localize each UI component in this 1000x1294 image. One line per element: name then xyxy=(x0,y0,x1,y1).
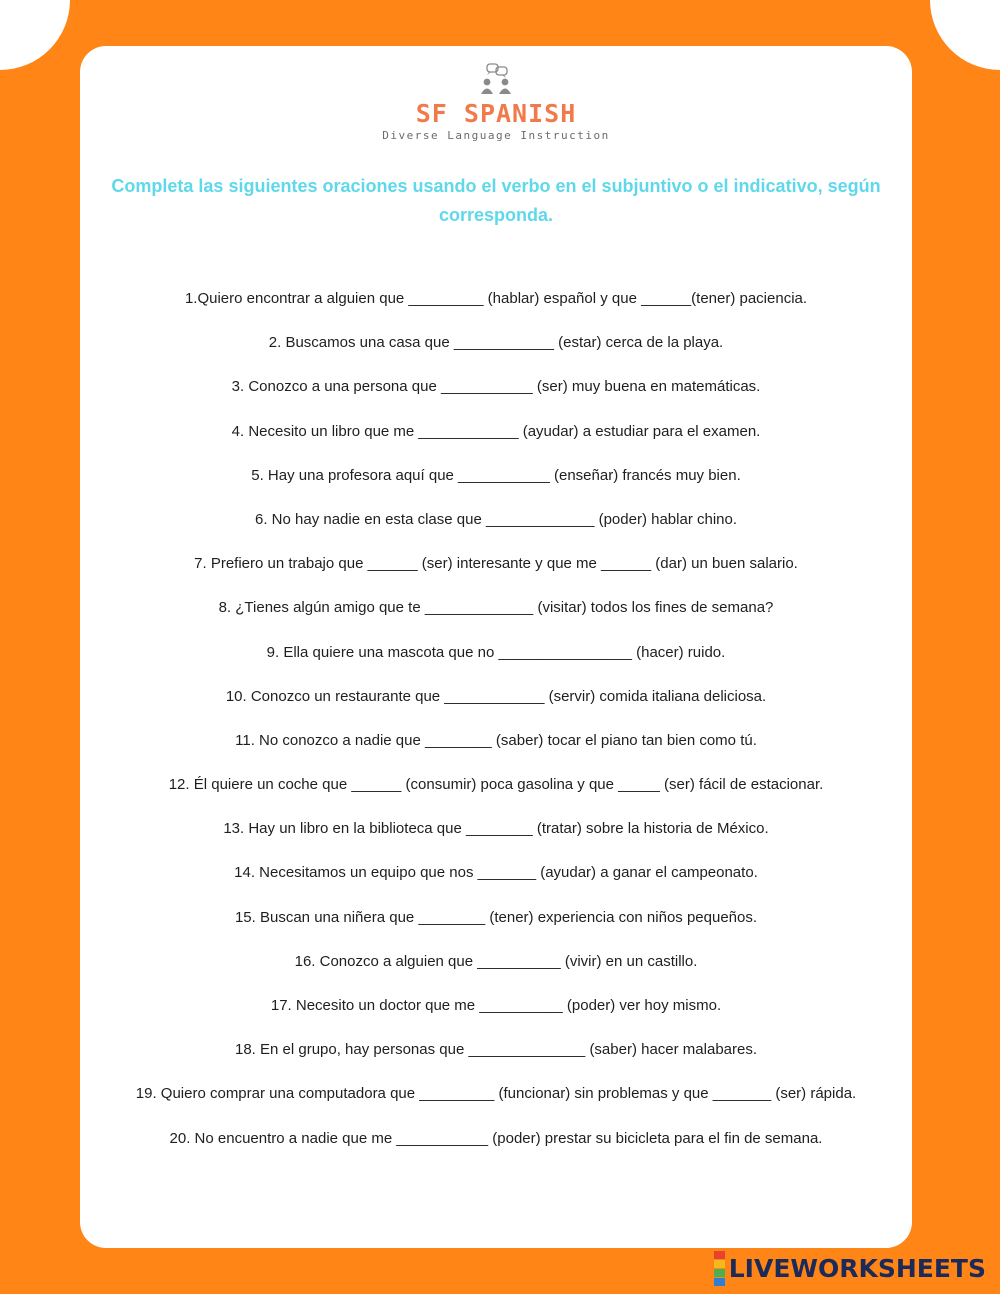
exercise-item: 1.Quiero encontrar a alguien que _________ (hablar) español y que ______(tener) paciencia. xyxy=(184,290,808,307)
people-chat-icon xyxy=(476,62,516,96)
exercise-item: 5. Hay una profesora aquí que ___________ (enseñar) francés muy bien. xyxy=(251,466,741,484)
exercise-item: 3. Conozco a una persona que ___________ (ser) muy buena en matemáticas. xyxy=(231,378,761,396)
exercise-item: 12. Él quiere un coche que ______ (consumir) poca gasolina y que _____ (ser) fácil de estacionar. xyxy=(168,776,824,794)
exercise-item: 10. Conozco un restaurante que ____________ (servir) comida italiana deliciosa. xyxy=(225,687,767,705)
exercise-item: 13. Hay un libro en la biblioteca que ________ (tratar) sobre la historia de México. xyxy=(223,820,769,838)
exercise-item: 2. Buscamos una casa que ____________ (estar) cerca de la playa. xyxy=(268,334,724,352)
brand-name: SF SPANISH xyxy=(415,99,577,128)
exercise-item: 6. No hay nadie en esta clase que _____________ (poder) hablar chino. xyxy=(254,510,738,528)
logo xyxy=(80,62,912,142)
exercise-item: 11. No conozco a nadie que ________ (saber) tocar el piano tan bien como tú. xyxy=(235,731,757,749)
exercise-item: 20. No encuentro a nadie que me ___________ (poder) prestar su bicicleta para el fin de semana. xyxy=(169,1129,823,1147)
logo-block-e xyxy=(714,1278,725,1286)
exercise-item: 14. Necesitamos un equipo que nos _______ (ayudar) a ganar el campeonato. xyxy=(234,864,758,882)
exercise-list xyxy=(80,290,912,1174)
brand-tagline: Diverse Language Instruction xyxy=(382,129,610,142)
exercise-item: 18. En el grupo, hay personas que ______________ (saber) hacer malabares. xyxy=(234,1041,758,1059)
exercise-item: 19. Quiero comprar una computadora que _________ (funcionar) sin problemas y que _______ (ser) rápida. xyxy=(135,1085,857,1103)
exercise-item: 8. ¿Tienes algún amigo que te _____________ (visitar) todos los fines de semana? xyxy=(218,599,774,617)
worksheet-card xyxy=(80,46,912,1248)
frame-corner-right xyxy=(930,0,1000,70)
liveworksheets-logo-icon xyxy=(714,1251,725,1286)
exercise-item: 9. Ella quiere una mascota que no ________________ (hacer) ruido. xyxy=(266,643,726,661)
exercise-item: 16. Conozco a alguien que __________ (vivir) en un castillo. xyxy=(294,952,698,970)
exercise-item: 4. Necesito un libro que me ____________ (ayudar) a estudiar para el examen. xyxy=(231,422,761,440)
frame-corner-left xyxy=(0,0,70,70)
logo-block-l xyxy=(714,1251,725,1259)
logo-block-v xyxy=(714,1269,725,1277)
instructions: Completa las siguientes oraciones usando el verbo en el subjuntivo o el indicativo, según corresponda. xyxy=(111,176,881,225)
exercise-item: 7. Prefiero un trabajo que ______ (ser) interesante y que me ______ (dar) un buen salario. xyxy=(194,555,798,573)
liveworksheets-watermark xyxy=(714,1254,986,1282)
logo-block-i xyxy=(714,1260,725,1268)
exercise-item: 15. Buscan una niñera que ________ (tener) experiencia con niños pequeños. xyxy=(234,908,758,926)
exercise-item: 17. Necesito un doctor que me __________ (poder) ver hoy mismo. xyxy=(270,997,722,1014)
liveworksheets-wordmark: LIVEWORKSHEETS xyxy=(728,1253,986,1283)
